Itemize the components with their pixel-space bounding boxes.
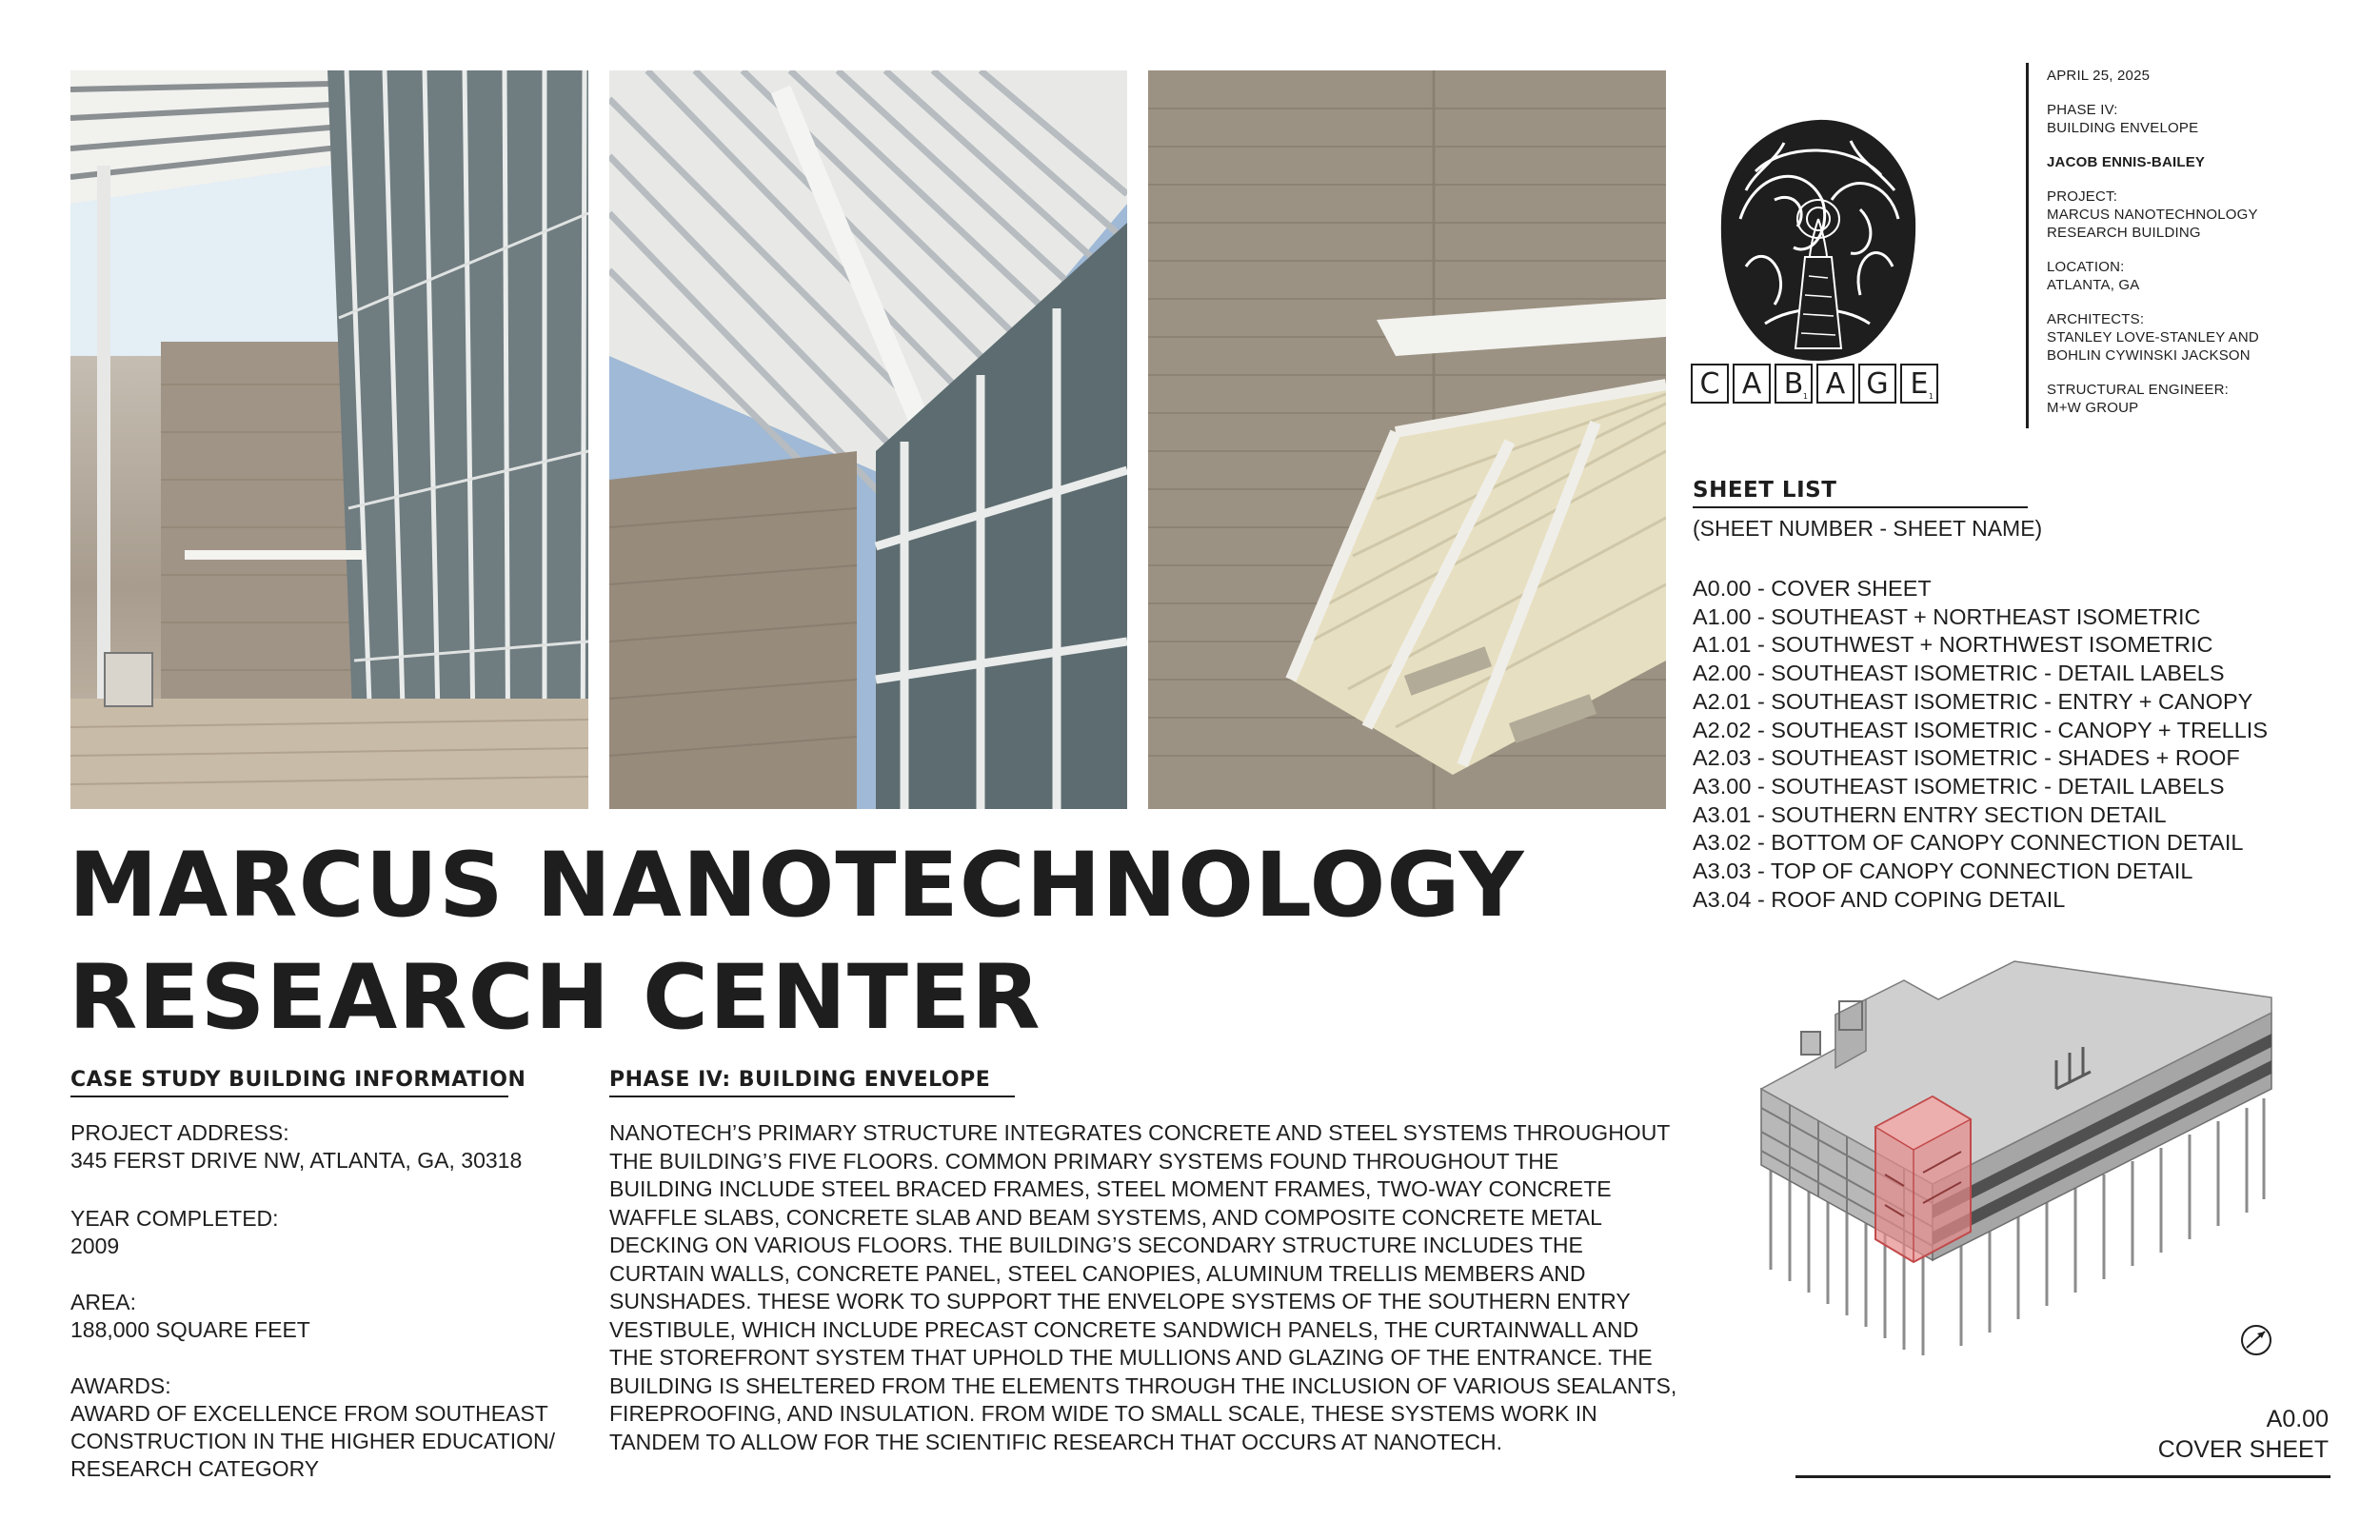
envelope-line: FIREPROOFING, AND INSULATION. FROM WIDE TO SMALL SCALE, THESE SYSTEMS WORK IN xyxy=(609,1401,1597,1426)
sheet-list-item: A3.04 - ROOF AND COPING DETAIL xyxy=(1693,886,2066,912)
meta-project-line: MARCUS NANOTECHNOLOGY xyxy=(2047,207,2258,223)
meta-project-label: PROJECT: xyxy=(2047,188,2118,205)
awards-line: RESEARCH CATEGORY xyxy=(70,1456,320,1481)
meta-project-line: RESEARCH BUILDING xyxy=(2047,225,2201,241)
meta-architects-line: STANLEY LOVE-STANLEY AND xyxy=(2047,329,2259,346)
logo-letter: A xyxy=(1816,364,1854,404)
logo-letter: E $_1$ xyxy=(1900,364,1938,404)
awards-line: AWARD OF EXCELLENCE FROM SOUTHEAST xyxy=(70,1401,548,1426)
photo-trellis-canopy xyxy=(609,70,1127,809)
sheet-list xyxy=(1693,575,2268,914)
meta-phase-line: PHASE IV: xyxy=(2047,102,2118,118)
envelope-line: BUILDING IS SHELTERED FROM THE ELEMENTS THROUGH THE INCLUSION OF VARIOUS SEALANTS, xyxy=(609,1372,1677,1398)
meta-phase-line: BUILDING ENVELOPE xyxy=(2047,120,2199,136)
year-completed-block xyxy=(70,1205,604,1260)
envelope-line: DECKING ON VARIOUS FLOORS. THE BUILDING’S SECONDARY STRUCTURE INCLUDES THE xyxy=(609,1233,1583,1257)
logo-letter: A xyxy=(1733,364,1771,404)
cabbage-logo-icon xyxy=(1717,114,1919,364)
sheet-list-item: A2.02 - SOUTHEAST ISOMETRIC - CANOPY + TRELLIS xyxy=(1693,717,2268,742)
meta-location-label: LOCATION: xyxy=(2047,259,2125,275)
project-address-value: 345 FERST DRIVE NW, ATLANTA, GA, 30318 xyxy=(70,1148,523,1173)
case-study-heading: CASE STUDY BUILDING INFORMATION xyxy=(70,1068,508,1097)
project-address-label: PROJECT ADDRESS: xyxy=(70,1120,289,1145)
project-meta xyxy=(2047,67,2370,433)
sheet-list-heading: SHEET LIST xyxy=(1693,478,2028,508)
north-arrow-icon xyxy=(2239,1323,2273,1357)
sheet-list-item: A3.01 - SOUTHERN ENTRY SECTION DETAIL xyxy=(1693,801,2167,827)
year-completed-label: YEAR COMPLETED: xyxy=(70,1206,279,1231)
sheet-number: A0.00 xyxy=(2266,1406,2329,1432)
envelope-line: SUNSHADES. THESE WORK TO SUPPORT THE ENVELOPE SYSTEMS OF THE SOUTHERN ENTRY xyxy=(609,1289,1631,1313)
sheet-list-item: A3.03 - TOP OF CANOPY CONNECTION DETAIL xyxy=(1693,859,2193,884)
envelope-heading: PHASE IV: BUILDING ENVELOPE xyxy=(609,1068,1015,1097)
sheet-list-item: A2.00 - SOUTHEAST ISOMETRIC - DETAIL LABELS xyxy=(1693,661,2225,686)
envelope-line: BUILDING INCLUDE STEEL BRACED FRAMES, STEEL MOMENT FRAMES, TWO-WAY CONCRETE xyxy=(609,1176,1612,1201)
sheet-list-subheading: (SHEET NUMBER - SHEET NAME) xyxy=(1693,516,2043,541)
meta-author: JACOB ENNIS-BAILEY xyxy=(2047,154,2206,170)
sheet-list-item: A1.00 - SOUTHEAST + NORTHEAST ISOMETRIC xyxy=(1693,603,2201,629)
isometric-building-drawing xyxy=(1742,956,2275,1365)
envelope-line: THE BUILDING’S FIVE FLOORS. COMMON PRIMARY SYSTEMS FOUND THROUGHOUT THE xyxy=(609,1148,1559,1174)
meta-engineer-label: STRUCTURAL ENGINEER: xyxy=(2047,382,2229,398)
sheet-list-item: A3.02 - BOTTOM OF CANOPY CONNECTION DETAIL xyxy=(1693,830,2244,856)
sheet-name: COVER SHEET xyxy=(2157,1436,2329,1463)
title-line-2: RESEARCH CENTER xyxy=(69,946,1041,1050)
logo-letter: C xyxy=(1691,364,1729,404)
logo-letter: B $_1$ xyxy=(1775,364,1813,404)
envelope-line: NANOTECH’S PRIMARY STRUCTURE INTEGRATES CONCRETE AND STEEL SYSTEMS THROUGHOUT xyxy=(609,1120,1671,1145)
meta-divider xyxy=(2026,63,2029,428)
sheet-list-item: A3.00 - SOUTHEAST ISOMETRIC - DETAIL LABELS xyxy=(1693,773,2225,799)
envelope-line: WAFFLE SLABS, CONCRETE SLAB AND BEAM SYSTEMS, AND COMPOSITE CONCRETE METAL xyxy=(609,1204,1602,1230)
awards-block xyxy=(70,1372,604,1483)
meta-architects-label: ARCHITECTS: xyxy=(2047,311,2145,327)
envelope-line: VESTIBULE, WHICH INCLUDE PRECAST CONCRETE SANDWICH PANELS, THE CURTAINWALL AND xyxy=(609,1316,1639,1342)
area-value: 188,000 SQUARE FEET xyxy=(70,1317,310,1342)
meta-location-value: ATLANTA, GA xyxy=(2047,277,2140,293)
photo-canopy-underside xyxy=(1148,70,1666,809)
envelope-line: THE STOREFRONT SYSTEM THAT UPHOLD THE MULLIONS AND GLAZING OF THE ENTRANCE. THE xyxy=(609,1345,1653,1370)
meta-engineer-value: M+W GROUP xyxy=(2047,400,2139,416)
awards-label: AWARDS: xyxy=(70,1373,171,1398)
area-block xyxy=(70,1289,604,1344)
sheet-list-item: A0.00 - COVER SHEET xyxy=(1693,576,1932,601)
sheet-list-item: A2.01 - SOUTHEAST ISOMETRIC - ENTRY + CANOPY xyxy=(1693,688,2253,714)
photo-curtain-wall-walkway xyxy=(70,70,588,809)
page-title xyxy=(69,830,1649,1055)
meta-date: APRIL 25, 2025 xyxy=(2047,68,2151,84)
logo-letter: G xyxy=(1858,364,1896,404)
area-label: AREA: xyxy=(70,1290,137,1314)
envelope-line: TANDEM TO ALLOW FOR THE SCIENTIFIC RESEARCH THAT OCCURS AT NANOTECH. xyxy=(609,1429,1503,1454)
meta-architects-line: BOHLIN CYWINSKI JACKSON xyxy=(2047,347,2251,364)
awards-line: CONSTRUCTION IN THE HIGHER EDUCATION/ xyxy=(70,1429,555,1453)
title-line-1: MARCUS NANOTECHNOLOGY xyxy=(69,834,1525,938)
envelope-description xyxy=(609,1119,1676,1456)
project-address-block xyxy=(70,1119,604,1175)
cabage-wordmark xyxy=(1691,364,1988,409)
sheet-list-item: A1.01 - SOUTHWEST + NORTHWEST ISOMETRIC xyxy=(1693,632,2213,658)
sheet-list-item: A2.03 - SOUTHEAST ISOMETRIC - SHADES + ROOF xyxy=(1693,745,2240,771)
title-block-rule xyxy=(1795,1475,2330,1478)
envelope-line: CURTAIN WALLS, CONCRETE PANEL, STEEL CANOPIES, ALUMINUM TRELLIS MEMBERS AND xyxy=(609,1260,1586,1286)
year-completed-value: 2009 xyxy=(70,1234,120,1258)
